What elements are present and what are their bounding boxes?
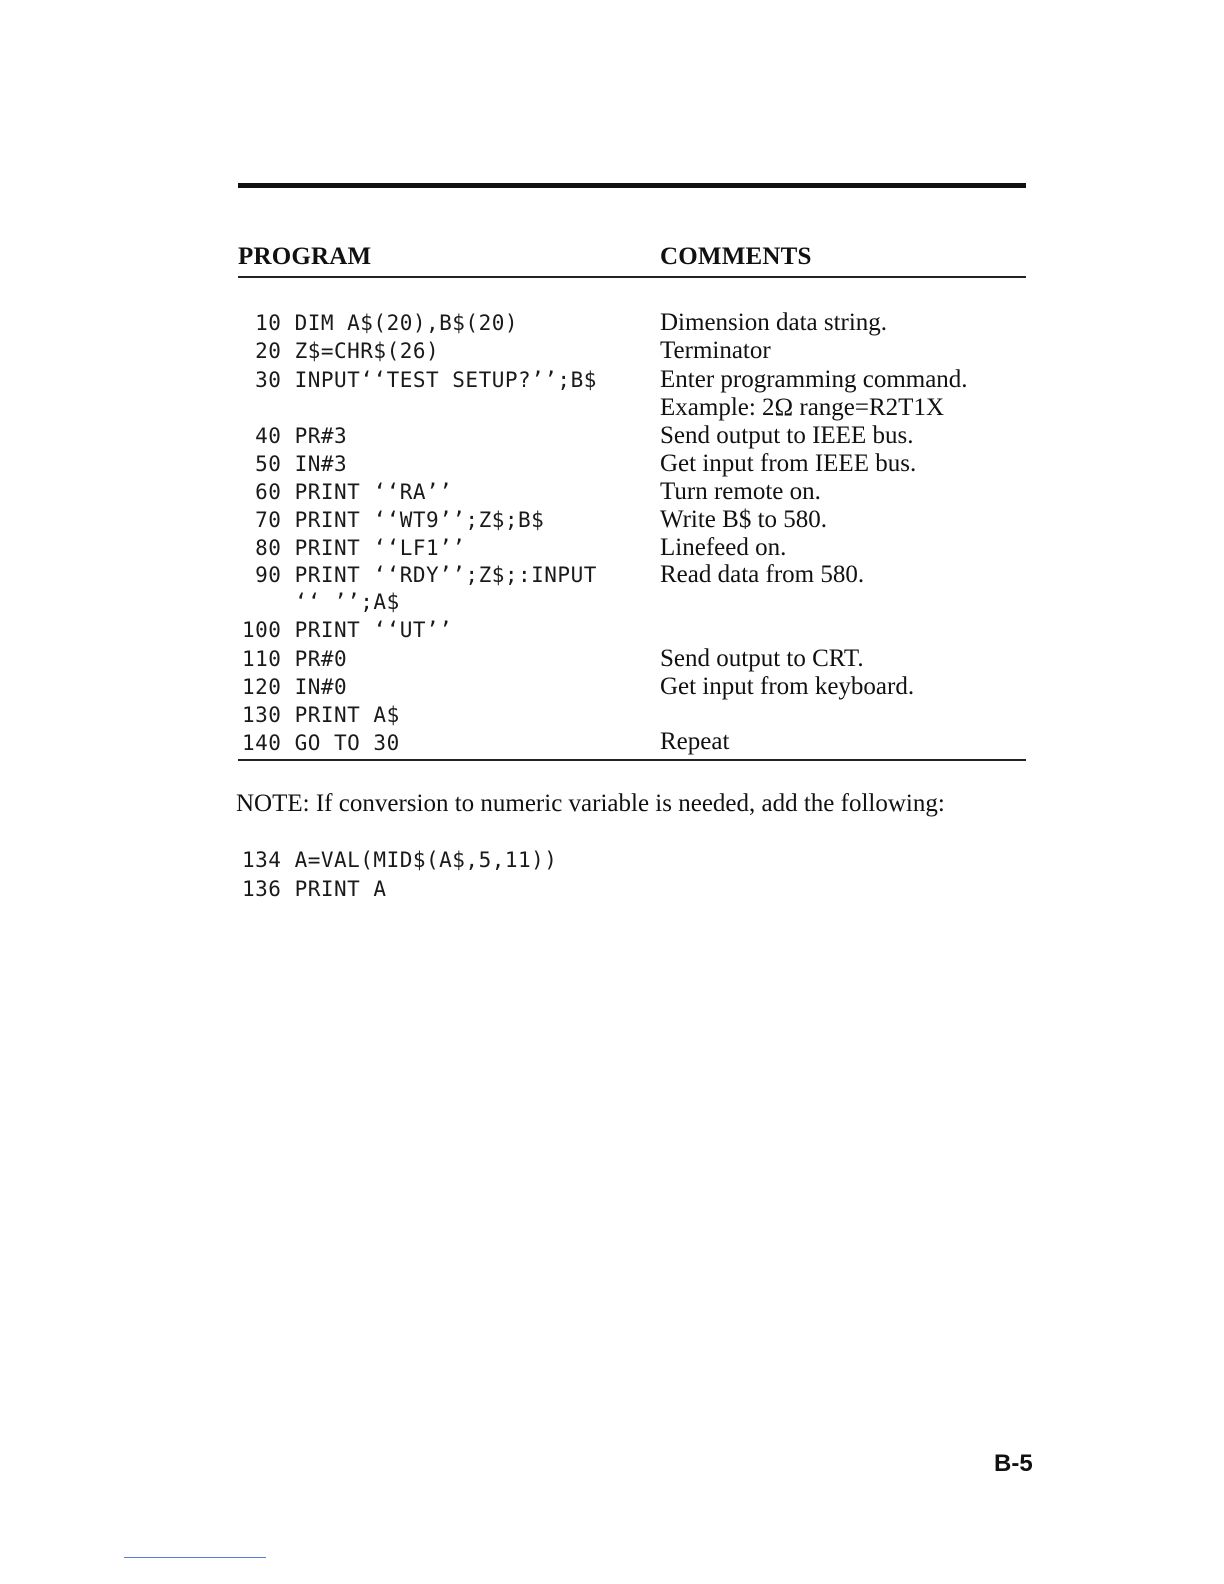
comment-text: Linefeed on. <box>660 534 787 561</box>
code-line: 10 DIM A$(20),B$(20) <box>242 311 519 335</box>
comment-text: Send output to CRT. <box>660 645 864 672</box>
extra-code-line: 134 A=VAL(MID$(A$,5,11)) <box>242 848 558 872</box>
comment-text: Get input from keyboard. <box>660 673 915 700</box>
header-rule <box>238 276 1026 278</box>
top-rule <box>238 183 1026 188</box>
page-number: B-5 <box>994 1450 1033 1477</box>
comment-text: Enter programming command. <box>660 366 968 393</box>
code-line: 60 PRINT ‘‘RA’’ <box>242 480 453 504</box>
code-line: 120 IN#0 <box>242 675 348 699</box>
comment-text: Turn remote on. <box>660 478 821 505</box>
comment-text: Get input from IEEE bus. <box>660 450 917 477</box>
comment-text: Example: 2Ω range=R2T1X <box>660 394 944 421</box>
comments-column-header: COMMENTS <box>660 243 812 270</box>
code-line: 110 PR#0 <box>242 647 348 671</box>
code-line: 140 GO TO 30 <box>242 731 400 755</box>
comment-text: Dimension data string. <box>660 309 888 336</box>
table-bottom-rule <box>238 759 1026 761</box>
code-line: ‘‘ ’’;A$ <box>242 590 400 614</box>
comment-text: Send output to IEEE bus. <box>660 422 914 449</box>
comment-text: Read data from 580. <box>660 561 865 588</box>
code-line: 30 INPUT‘‘TEST SETUP?’’;B$ <box>242 368 597 392</box>
scan-artifact-line <box>124 1557 266 1558</box>
code-line: 80 PRINT ‘‘LF1’’ <box>242 536 466 560</box>
extra-code-line: 136 PRINT A <box>242 877 387 901</box>
code-line: 50 IN#3 <box>242 452 348 476</box>
code-line: 20 Z$=CHR$(26) <box>242 339 440 363</box>
code-line: 100 PRINT ‘‘UT’’ <box>242 618 453 642</box>
comment-text: Terminator <box>660 337 771 364</box>
code-line: 40 PR#3 <box>242 424 348 448</box>
code-line: 70 PRINT ‘‘WT9’’;Z$;B$ <box>242 508 545 532</box>
note-text: NOTE: If conversion to numeric variable is needed, add the following: <box>236 790 945 817</box>
code-line: 90 PRINT ‘‘RDY’’;Z$;:INPUT <box>242 563 597 587</box>
comment-text: Write B$ to 580. <box>660 506 828 533</box>
code-line: 130 PRINT A$ <box>242 703 400 727</box>
program-column-header: PROGRAM <box>238 243 372 270</box>
comment-text: Repeat <box>660 728 730 755</box>
